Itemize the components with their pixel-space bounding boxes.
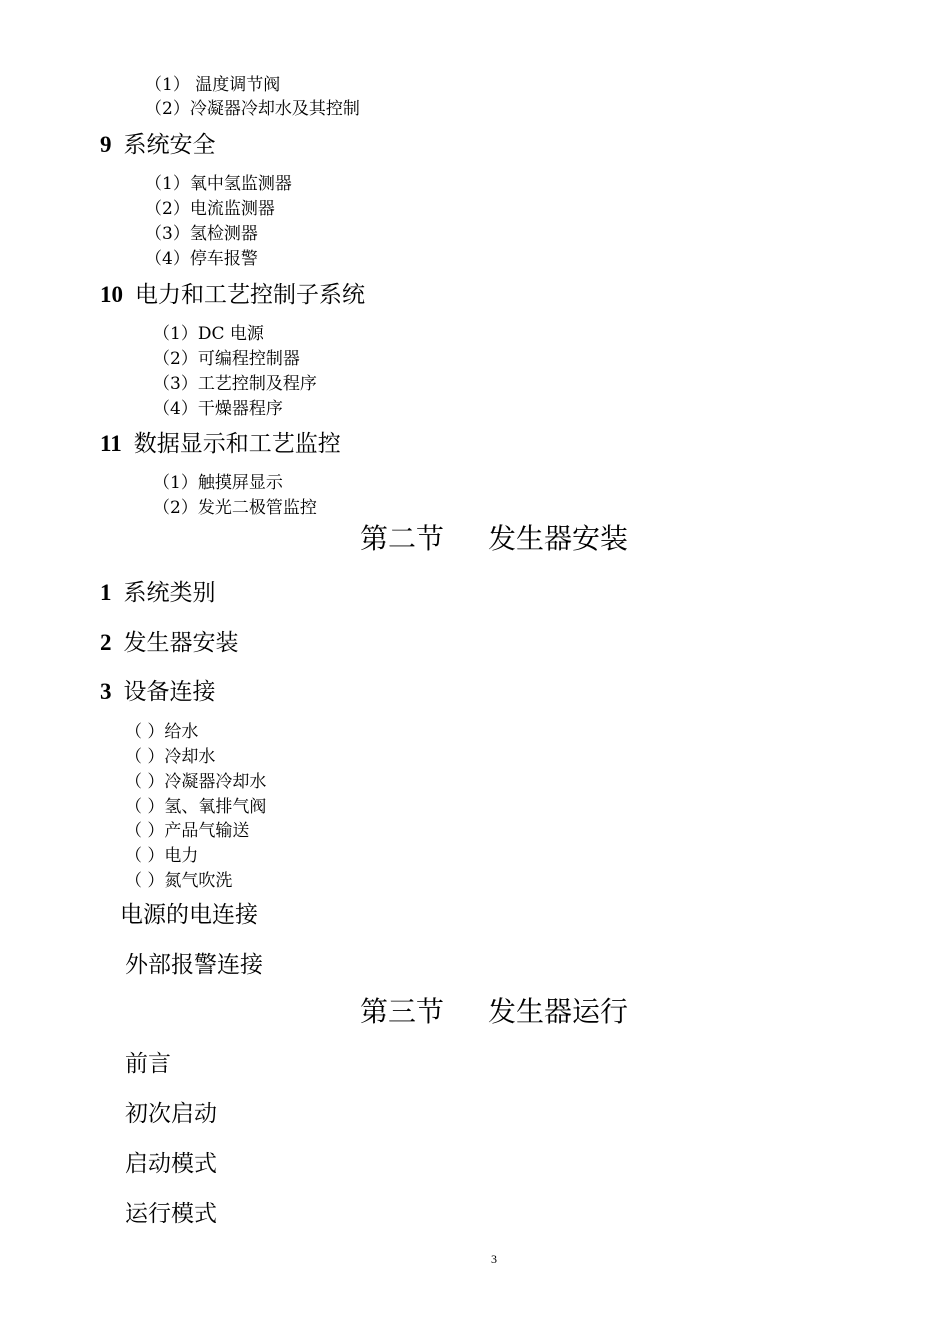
heading-10 — [100, 283, 365, 307]
heading-3 — [100, 680, 216, 704]
checklist-item: （ ）电力 — [125, 846, 199, 866]
section-name: 发生器运行 — [488, 995, 629, 1028]
section-title-3 — [360, 995, 629, 1028]
heading-number: 3 — [100, 679, 112, 704]
heading-1 — [100, 581, 216, 605]
list-item: （2）电流监测器 — [145, 199, 275, 219]
list-item: （1） 温度调节阀 — [145, 75, 281, 95]
body-line: 电源的电连接 — [120, 902, 258, 928]
heading-number: 1 — [100, 580, 112, 605]
heading-2 — [100, 631, 239, 655]
list-item: （1）氧中氢监测器 — [145, 174, 292, 194]
page-number: 3 — [491, 1252, 497, 1266]
heading-number: 2 — [100, 630, 112, 655]
list-item: （2）冷凝器冷却水及其控制 — [145, 99, 360, 119]
heading-title: 设备连接 — [123, 679, 216, 705]
list-item: （1）DC 电源 — [153, 324, 264, 344]
section-name: 发生器安装 — [488, 522, 629, 555]
heading-title: 电力和工艺控制子系统 — [135, 282, 365, 308]
checklist-item: （ ）氮气吹洗 — [125, 871, 233, 891]
section-label: 第二节 — [360, 522, 445, 555]
heading-11 — [100, 432, 341, 456]
checklist-item: （ ）冷凝器冷却水 — [125, 772, 267, 792]
list-item: （4）停车报警 — [145, 249, 258, 269]
list-item: （2）发光二极管监控 — [153, 498, 317, 518]
body-line: 外部报警连接 — [125, 952, 263, 978]
body-line: 运行模式 — [125, 1201, 217, 1227]
list-item: （2）可编程控制器 — [153, 349, 300, 369]
body-line: 启动模式 — [125, 1151, 217, 1177]
body-line: 前言 — [125, 1051, 171, 1077]
checklist-item: （ ）氢、氧排气阀 — [125, 797, 267, 817]
checklist-item: （ ）产品气输送 — [125, 821, 250, 841]
heading-9 — [100, 133, 216, 157]
checklist-item: （ ）给水 — [125, 722, 199, 742]
heading-number: 11 — [100, 431, 122, 456]
list-item: （3）工艺控制及程序 — [153, 374, 317, 394]
section-label: 第三节 — [360, 995, 445, 1028]
heading-title: 发生器安装 — [123, 630, 239, 656]
section-title-2 — [360, 522, 629, 555]
checklist-item: （ ）冷却水 — [125, 747, 216, 767]
body-line: 初次启动 — [125, 1101, 217, 1127]
list-item: （3）氢检测器 — [145, 224, 258, 244]
heading-title: 系统安全 — [123, 132, 216, 158]
list-item: （1）触摸屏显示 — [153, 473, 283, 493]
heading-title: 系统类别 — [123, 580, 216, 606]
list-item: （4）干燥器程序 — [153, 399, 283, 419]
heading-number: 10 — [100, 282, 123, 307]
heading-number: 9 — [100, 132, 112, 157]
heading-title: 数据显示和工艺监控 — [133, 431, 341, 457]
